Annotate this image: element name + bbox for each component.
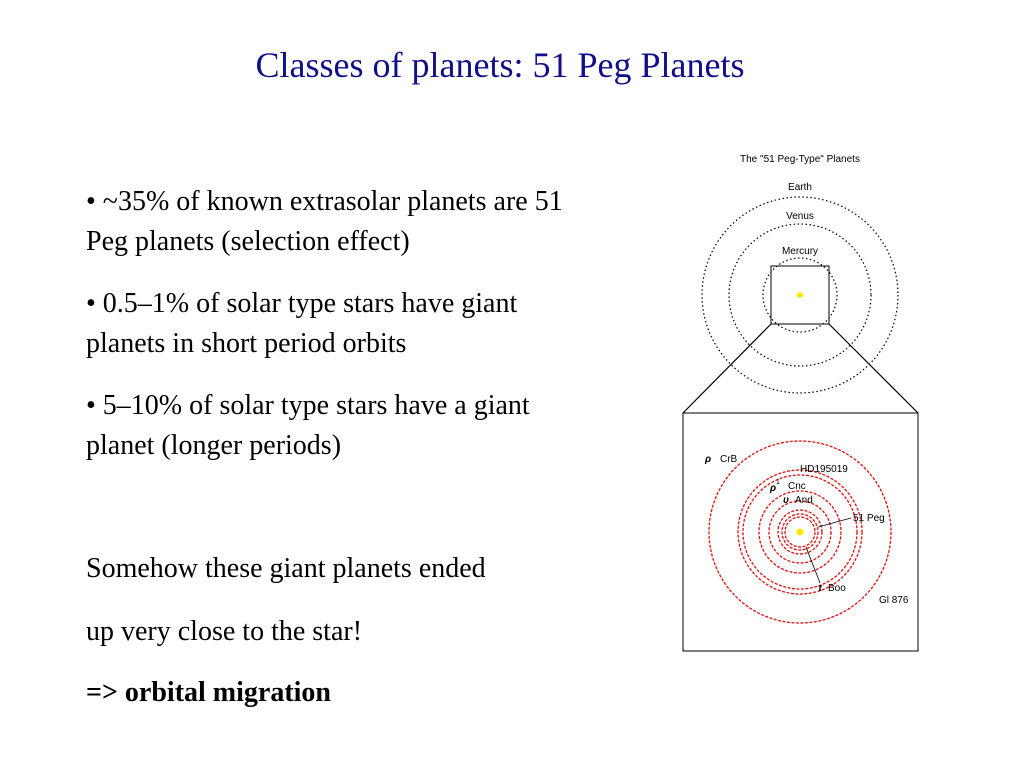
tau-boo-greek: τ	[818, 583, 823, 594]
ups-and-label: And	[795, 495, 813, 506]
sun-marker	[797, 292, 803, 298]
ups-and-greek: υ	[783, 495, 789, 506]
bullet-long-period-fraction: • 5–10% of solar type stars have a giant planet (longer periods)	[86, 390, 530, 461]
rho-cnc-greek: ρ	[770, 483, 777, 494]
bullet-short-period-fraction: • 0.5–1% of solar type stars have giant planets in short period orbits	[86, 288, 518, 359]
exoplanet-panel	[683, 413, 918, 651]
venus-label: Venus	[786, 211, 814, 222]
mercury-label: Mercury	[781, 246, 819, 257]
hd195019-label: HD195019	[800, 464, 848, 475]
conclusion-line-2: up very close to the star!	[86, 616, 363, 647]
rho-cnc-label: Cnc	[788, 481, 806, 492]
solar-system-panel	[683, 182, 918, 413]
rho-crb-greek: ρ	[705, 454, 712, 465]
rho-crb-label: CrB	[720, 454, 738, 465]
figure-title: The "51 Peg-Type" Planets	[740, 154, 860, 165]
gl876-label: Gl 876	[879, 595, 909, 606]
orbital-migration-emphasis: => orbital migration	[86, 677, 331, 708]
51-peg-label: 51 Peg	[853, 513, 885, 524]
zoom-connector-right	[829, 324, 918, 413]
host-star-marker	[797, 529, 804, 536]
earth-label: Earth	[788, 182, 812, 193]
slide-title: Classes of planets: 51 Peg Planets	[255, 45, 745, 85]
zoom-connector-left	[683, 324, 771, 413]
rho-cnc-superscript: 1	[776, 479, 780, 486]
conclusion-line-1: Somehow these giant planets ended	[86, 553, 486, 584]
tau-boo-label: Boo	[828, 583, 846, 594]
bullet-selection-effect: • ~35% of known extrasolar planets are 51 Peg planets (selection effect)	[86, 186, 563, 257]
